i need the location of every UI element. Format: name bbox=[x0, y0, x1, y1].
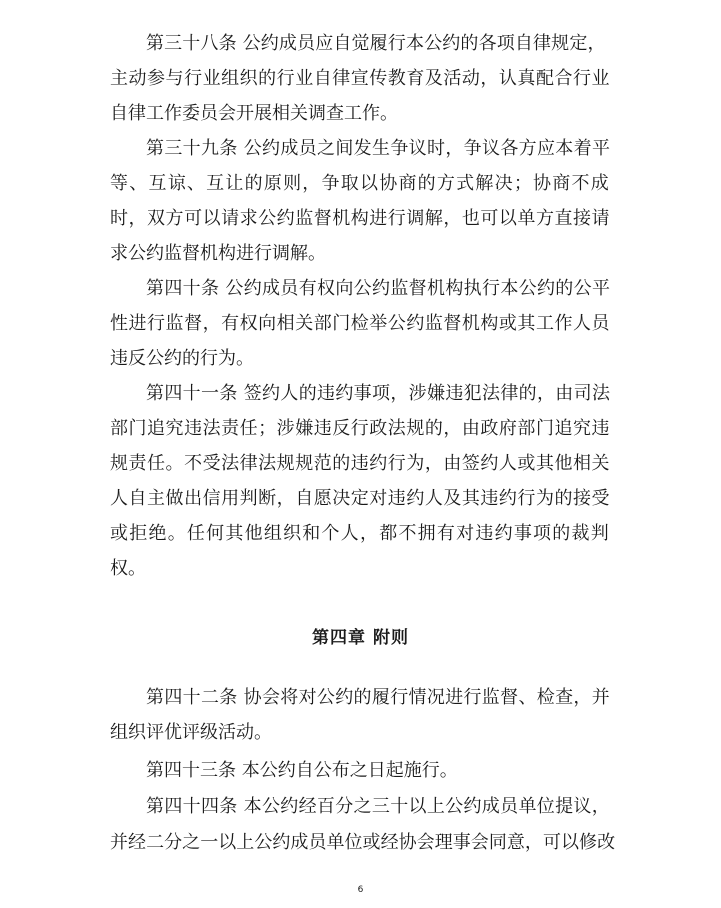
article-40-line-1: 第四十条 公约成员有权向公约监督机构执行本公约的公平 bbox=[146, 278, 611, 299]
article-40-line-2: 性进行监督，有权向相关部门检举公约监督机构或其工作人员 bbox=[110, 313, 611, 334]
article-39-line-4: 求公约监督机构进行调解。 bbox=[110, 243, 326, 264]
article-38-line-1: 第三十八条 公约成员应自觉履行本公约的各项自律规定， bbox=[146, 33, 606, 54]
article-39-line-1: 第三十九条 公约成员之间发生争议时，争议各方应本着平 bbox=[146, 138, 611, 159]
article-39-line-3: 时，双方可以请求公约监督机构进行调解，也可以单方直接请 bbox=[110, 208, 611, 229]
article-41-line-3: 规责任。不受法律法规规范的违约行为，由签约人或其他相关 bbox=[110, 453, 611, 474]
article-41-line-1: 第四十一条 签约人的违约事项，涉嫌违犯法律的，由司法 bbox=[146, 383, 611, 404]
article-41-line-5: 或拒绝。任何其他组织和个人，都不拥有对违约事项的裁判 bbox=[110, 523, 610, 544]
page-number: 6 bbox=[357, 885, 364, 895]
article-40-line-3: 违反公约的行为。 bbox=[110, 348, 254, 369]
article-39-line-2: 等、互谅、互让的原则，争取以协商的方式解决；协商不成 bbox=[110, 173, 610, 194]
article-42-line-1: 第四十二条 协会将对公约的履行情况进行监督、检查，并 bbox=[146, 687, 611, 708]
article-41-line-2: 部门追究违法责任；涉嫌违反行政法规的，由政府部门追究违 bbox=[110, 418, 611, 439]
article-44-line-1: 第四十四条 本公约经百分之三十以上公约成员单位提议， bbox=[146, 796, 611, 817]
article-42-line-2: 组织评优评级活动。 bbox=[110, 722, 272, 743]
article-44-line-2: 并经二分之一以上公约成员单位或经协会理事会同意，可以修改 bbox=[110, 832, 616, 853]
article-38-line-2: 主动参与行业组织的行业自律宣传教育及活动，认真配合行业 bbox=[110, 68, 611, 89]
article-43-line-1: 第四十三条 本公约自公布之日起施行。 bbox=[146, 760, 458, 781]
article-41-line-6: 权。 bbox=[110, 558, 146, 579]
chapter-heading: 第四章 附则 bbox=[312, 628, 409, 648]
article-41-line-4: 人自主做出信用判断，自愿决定对违约人及其违约行为的接受 bbox=[110, 488, 611, 509]
article-38-line-3: 自律工作委员会开展相关调查工作。 bbox=[110, 103, 398, 124]
